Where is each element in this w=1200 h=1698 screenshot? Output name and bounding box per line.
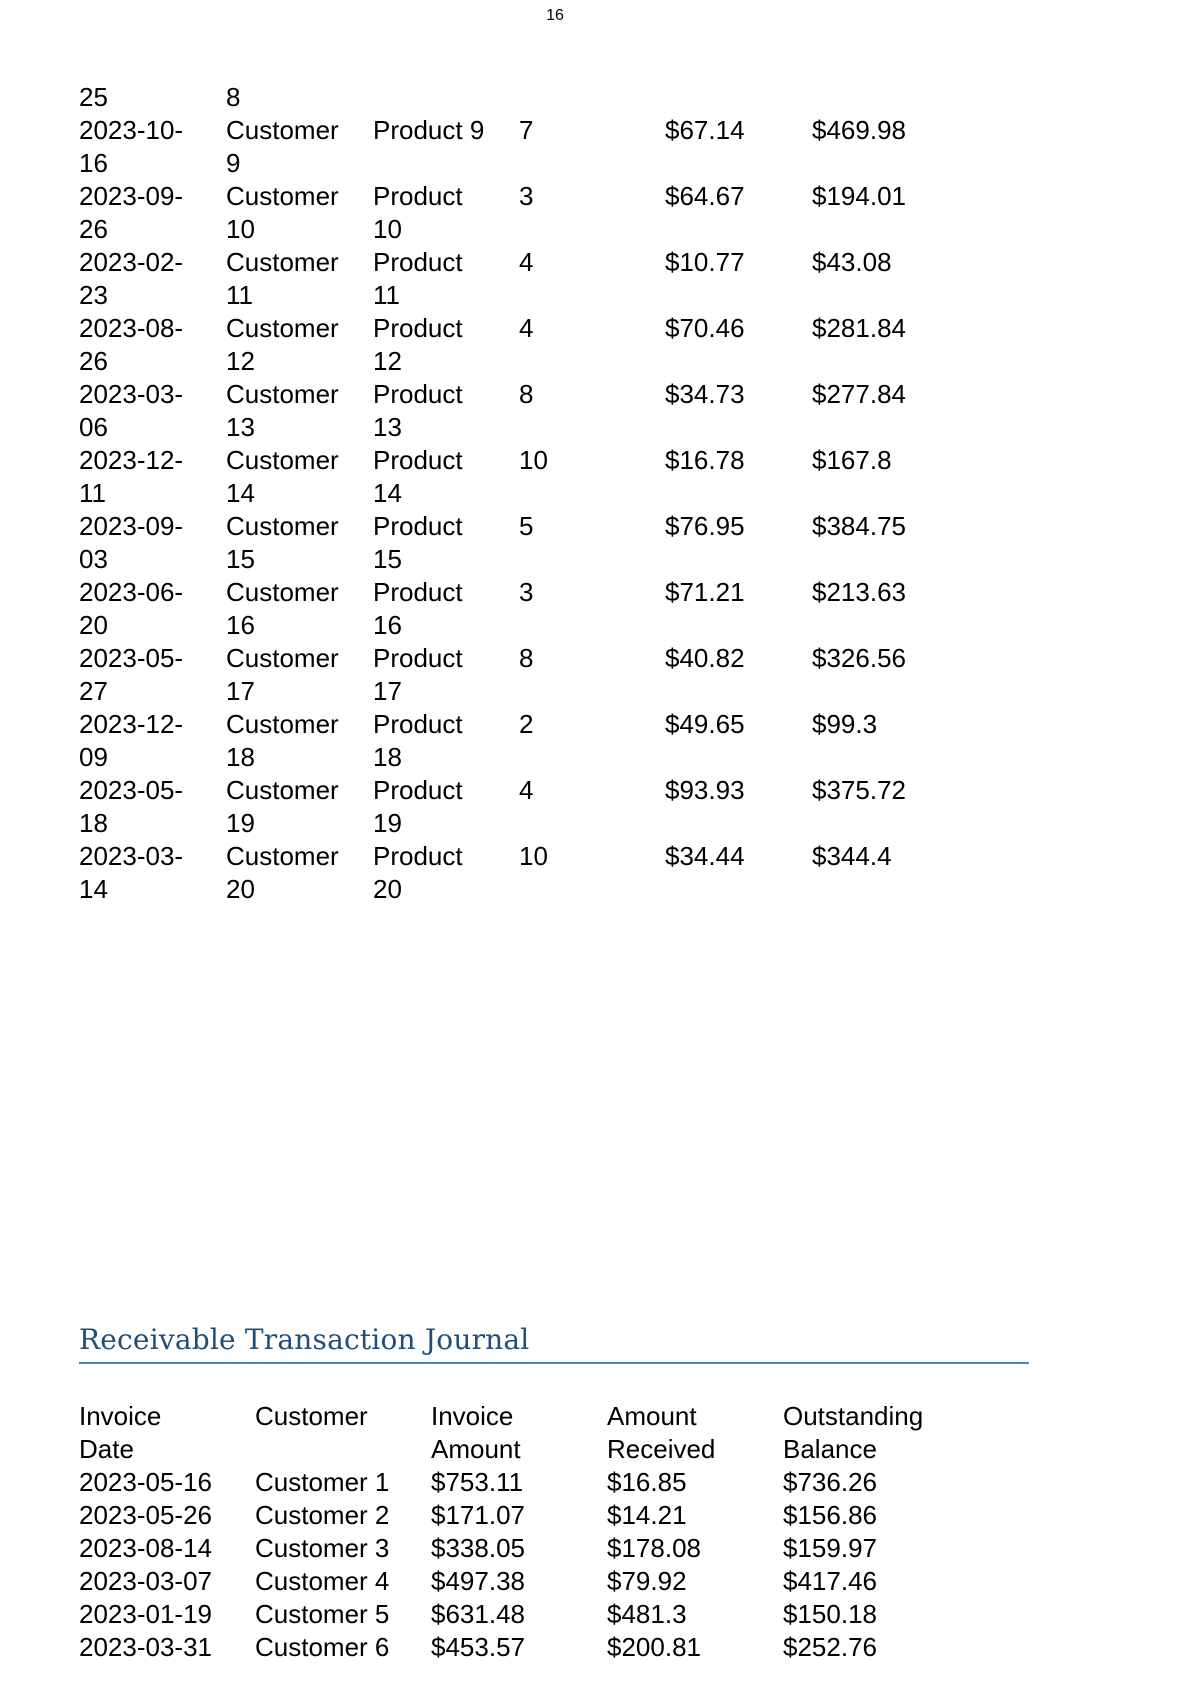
customer-cell: Customer 3 (255, 1533, 390, 1563)
sale-date-cell: 2023-09- 03 (79, 511, 184, 574)
sale-product-cell: Product 20 (373, 841, 463, 904)
invoice-date-cell: 2023-05-16 (79, 1467, 212, 1497)
sales-table-continued (79, 81, 972, 906)
sale-quantity-cell: 2 (519, 709, 534, 739)
amount-received-cell: $178.08 (607, 1533, 701, 1563)
sale-unit-price-cell: $76.95 (665, 511, 745, 541)
sale-date-cell: 2023-02- 23 (79, 247, 184, 310)
sale-total-cell: $43.08 (812, 247, 892, 277)
amount-received-cell: $481.3 (607, 1599, 687, 1629)
sale-quantity-cell: 3 (519, 577, 534, 607)
sale-quantity-cell: 10 (519, 445, 548, 475)
sale-date-cell: 2023-09- 26 (79, 181, 184, 244)
receivable-journal-table (79, 1400, 963, 1664)
table-row (79, 774, 972, 840)
table-row (79, 180, 972, 246)
invoice-amount-cell: $753.11 (431, 1467, 524, 1497)
table-row (79, 1499, 963, 1532)
sale-date-cell: 2023-12- 09 (79, 709, 184, 772)
table-row (79, 576, 972, 642)
outstanding-balance-cell: $736.26 (783, 1467, 877, 1497)
table-row (79, 444, 972, 510)
amount-received-cell: $16.85 (607, 1467, 687, 1497)
invoice-amount-cell: $171.07 (431, 1500, 525, 1530)
amount-received-cell: $14.21 (607, 1500, 687, 1530)
sale-customer-cell: Customer 17 (226, 643, 339, 706)
sale-total-cell: $326.56 (812, 643, 906, 673)
amount-received-cell: $79.92 (607, 1566, 687, 1596)
invoice-amount-cell: $338.05 (431, 1533, 525, 1563)
column-header: Invoice Date (79, 1401, 162, 1464)
table-row (79, 1466, 963, 1499)
invoice-amount-cell: $631.48 (431, 1599, 525, 1629)
column-header: Customer (255, 1401, 368, 1431)
sale-customer-cell: 8 (226, 82, 241, 112)
outstanding-balance-cell: $159.97 (783, 1533, 877, 1563)
sale-date-cell: 2023-03- 14 (79, 841, 184, 904)
sale-product-cell: Product 16 (373, 577, 463, 640)
sale-unit-price-cell: $16.78 (665, 445, 745, 475)
sale-customer-cell: Customer 20 (226, 841, 339, 904)
sale-date-cell: 2023-03- 06 (79, 379, 184, 442)
sale-date-cell: 2023-10- 16 (79, 115, 184, 178)
sale-customer-cell: Customer 19 (226, 775, 339, 838)
sale-product-cell: Product 9 (373, 115, 485, 145)
sale-unit-price-cell: $49.65 (665, 709, 745, 739)
table-row (79, 1598, 963, 1631)
sale-date-cell: 25 (79, 82, 108, 112)
sale-customer-cell: Customer 10 (226, 181, 339, 244)
sale-quantity-cell: 4 (519, 313, 534, 343)
table-row (79, 1532, 963, 1565)
table-header-row (79, 1400, 963, 1466)
customer-cell: Customer 5 (255, 1599, 390, 1629)
sale-total-cell: $344.4 (812, 841, 892, 871)
sale-date-cell: 2023-12- 11 (79, 445, 184, 508)
customer-cell: Customer 2 (255, 1500, 390, 1530)
sale-customer-cell: Customer 9 (226, 115, 339, 178)
section-heading: Receivable Transaction Journal (79, 1322, 1029, 1364)
sale-product-cell: Product 14 (373, 445, 463, 508)
page-number: 16 (546, 7, 564, 24)
sale-total-cell: $384.75 (812, 511, 906, 541)
sale-product-cell: Product 11 (373, 247, 463, 310)
sale-total-cell: $167.8 (812, 445, 892, 475)
sale-total-cell: $469.98 (812, 115, 906, 145)
sale-customer-cell: Customer 13 (226, 379, 339, 442)
table-row (79, 378, 972, 444)
sale-total-cell: $194.01 (812, 181, 906, 211)
sale-product-cell: Product 18 (373, 709, 463, 772)
sale-unit-price-cell: $71.21 (665, 577, 745, 607)
sale-product-cell: Product 15 (373, 511, 463, 574)
table-row (79, 642, 972, 708)
table-row (79, 510, 972, 576)
sale-product-cell: Product 17 (373, 643, 463, 706)
invoice-amount-cell: $453.57 (431, 1632, 525, 1662)
customer-cell: Customer 4 (255, 1566, 390, 1596)
sale-date-cell: 2023-05- 27 (79, 643, 184, 706)
sale-quantity-cell: 5 (519, 511, 534, 541)
outstanding-balance-cell: $417.46 (783, 1566, 877, 1596)
table-row (79, 1565, 963, 1598)
table-row (79, 708, 972, 774)
sale-customer-cell: Customer 11 (226, 247, 339, 310)
sale-customer-cell: Customer 12 (226, 313, 339, 376)
sale-total-cell: $281.84 (812, 313, 906, 343)
invoice-date-cell: 2023-03-07 (79, 1566, 212, 1596)
table-row (79, 114, 972, 180)
sale-unit-price-cell: $34.73 (665, 379, 745, 409)
sale-quantity-cell: 4 (519, 775, 534, 805)
sale-total-cell: $277.84 (812, 379, 906, 409)
sale-product-cell: Product 10 (373, 181, 463, 244)
sale-total-cell: $375.72 (812, 775, 906, 805)
sale-product-cell: Product 19 (373, 775, 463, 838)
amount-received-cell: $200.81 (607, 1632, 701, 1662)
invoice-date-cell: 2023-08-14 (79, 1533, 212, 1563)
sale-quantity-cell: 8 (519, 643, 534, 673)
column-header: Amount Received (607, 1401, 716, 1464)
sale-unit-price-cell: $40.82 (665, 643, 745, 673)
customer-cell: Customer 6 (255, 1632, 390, 1662)
outstanding-balance-cell: $150.18 (783, 1599, 877, 1629)
invoice-amount-cell: $497.38 (431, 1566, 525, 1596)
sale-unit-price-cell: $10.77 (665, 247, 745, 277)
sale-product-cell: Product 12 (373, 313, 463, 376)
sale-date-cell: 2023-08- 26 (79, 313, 184, 376)
sale-quantity-cell: 3 (519, 181, 534, 211)
sale-customer-cell: Customer 15 (226, 511, 339, 574)
sale-total-cell: $99.3 (812, 709, 878, 739)
table-row (79, 312, 972, 378)
invoice-date-cell: 2023-03-31 (79, 1632, 212, 1662)
sale-quantity-cell: 8 (519, 379, 534, 409)
sale-unit-price-cell: $67.14 (665, 115, 745, 145)
invoice-date-cell: 2023-01-19 (79, 1599, 212, 1629)
table-row (79, 81, 972, 114)
table-row (79, 840, 972, 906)
sale-customer-cell: Customer 18 (226, 709, 339, 772)
sale-date-cell: 2023-06- 20 (79, 577, 184, 640)
sale-unit-price-cell: $70.46 (665, 313, 745, 343)
outstanding-balance-cell: $156.86 (783, 1500, 877, 1530)
sale-unit-price-cell: $64.67 (665, 181, 745, 211)
sale-total-cell: $213.63 (812, 577, 906, 607)
sale-customer-cell: Customer 16 (226, 577, 339, 640)
sale-quantity-cell: 10 (519, 841, 548, 871)
outstanding-balance-cell: $252.76 (783, 1632, 877, 1662)
sale-unit-price-cell: $93.93 (665, 775, 745, 805)
table-row (79, 246, 972, 312)
column-header: Invoice Amount (431, 1401, 521, 1464)
sale-quantity-cell: 4 (519, 247, 534, 277)
sale-unit-price-cell: $34.44 (665, 841, 745, 871)
column-header: Outstanding Balance (783, 1401, 924, 1464)
sale-customer-cell: Customer 14 (226, 445, 339, 508)
customer-cell: Customer 1 (255, 1467, 390, 1497)
table-row (79, 1631, 963, 1664)
sale-product-cell: Product 13 (373, 379, 463, 442)
sale-quantity-cell: 7 (519, 115, 534, 145)
invoice-date-cell: 2023-05-26 (79, 1500, 212, 1530)
sale-date-cell: 2023-05- 18 (79, 775, 184, 838)
